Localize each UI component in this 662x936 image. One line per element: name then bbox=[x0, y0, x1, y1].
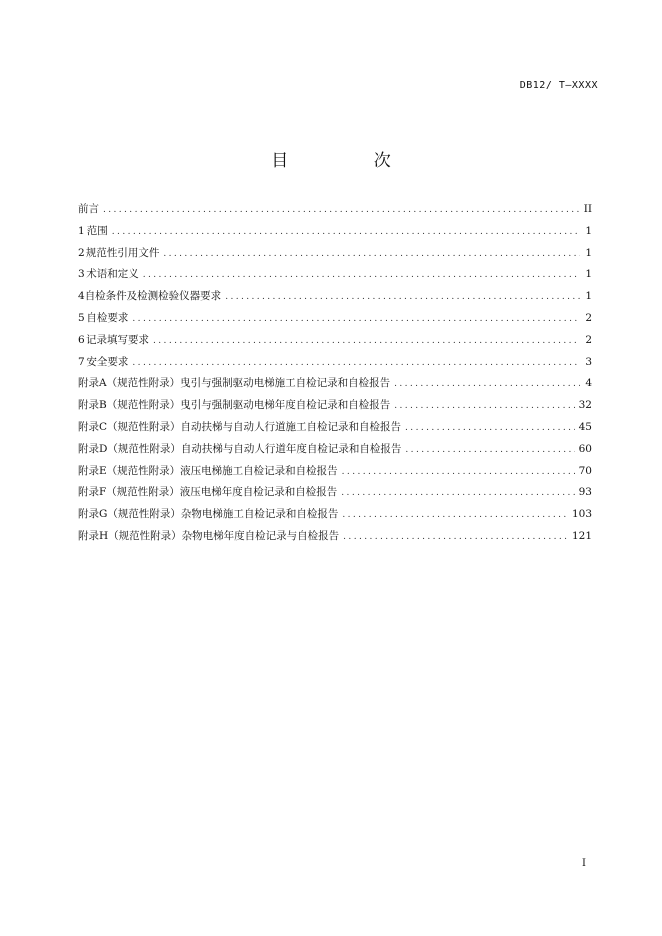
toc-entry[interactable] bbox=[78, 286, 592, 308]
toc-entry-title: 自检条件及检测检验仪器要求 bbox=[84, 290, 222, 303]
toc-entry-title: 液压电梯年度自检记录和自检报告 bbox=[179, 486, 338, 499]
toc-entry-title: 曳引与强制驱动电梯施工自检记录和自检报告 bbox=[180, 377, 391, 390]
toc-entry[interactable] bbox=[78, 461, 592, 483]
toc-entry-title: 自动扶梯与自动人行道年度自检记录和自检报告 bbox=[180, 442, 402, 455]
page-number: I bbox=[582, 858, 586, 869]
toc-dot-leader bbox=[153, 331, 580, 353]
toc-appendix-label: 附录E（规范性附录） bbox=[78, 464, 181, 477]
toc-page-number: 1 bbox=[585, 268, 592, 281]
toc-page-number: 70 bbox=[578, 464, 592, 477]
toc-appendix-label: 附录B（规范性附录） bbox=[78, 399, 181, 412]
toc-entry[interactable] bbox=[78, 526, 592, 548]
toc-entry[interactable] bbox=[78, 439, 592, 461]
toc-entry[interactable] bbox=[78, 264, 592, 286]
toc-entry[interactable] bbox=[78, 395, 592, 417]
toc-page-number: 2 bbox=[585, 333, 592, 346]
toc-page-number: 93 bbox=[578, 486, 592, 499]
toc-entry-title: 术语和定义 bbox=[86, 268, 139, 281]
toc-entry[interactable] bbox=[78, 221, 592, 243]
toc-section-number: 5 bbox=[78, 311, 85, 324]
toc-entry[interactable] bbox=[78, 504, 592, 526]
toc-entry[interactable] bbox=[78, 373, 592, 395]
toc-section-number: 6 bbox=[78, 333, 85, 346]
toc-appendix-label: 附录C（规范性附录） bbox=[78, 420, 181, 433]
toc-section-number: 4 bbox=[78, 290, 85, 303]
toc-entry-title: 自动扶梯与自动人行道施工自检记录和自检报告 bbox=[180, 420, 402, 433]
document-code: DB12/ T—XXXX bbox=[519, 80, 598, 91]
toc-entry-title: 自检要求 bbox=[86, 311, 129, 324]
page-title: 目 次 bbox=[271, 151, 431, 171]
toc-dot-leader bbox=[225, 287, 580, 309]
toc-entry-title: 杂物电梯施工自检记录和自检报告 bbox=[180, 508, 339, 521]
toc-page-number: 121 bbox=[571, 529, 592, 542]
toc-appendix-label: 附录H（规范性附录） bbox=[78, 529, 182, 542]
toc-page-number: 1 bbox=[585, 290, 592, 303]
toc-entry[interactable] bbox=[78, 417, 592, 439]
toc-entry-title: 记录填写要求 bbox=[86, 333, 150, 346]
toc-page-number: 3 bbox=[585, 355, 592, 368]
toc-appendix-label: 附录F（规范性附录） bbox=[78, 486, 180, 499]
toc-entry[interactable] bbox=[78, 308, 592, 330]
toc-dot-leader bbox=[103, 200, 580, 222]
toc-dot-leader bbox=[405, 440, 574, 462]
toc-entry[interactable] bbox=[78, 199, 592, 221]
toc-dot-leader bbox=[342, 505, 568, 527]
toc-dot-leader bbox=[343, 527, 568, 549]
toc-entry[interactable] bbox=[78, 482, 592, 504]
toc-dot-leader bbox=[132, 353, 580, 375]
toc-page-number: 103 bbox=[571, 508, 592, 521]
toc-appendix-label: 附录A（规范性附录） bbox=[78, 377, 181, 390]
toc-entry-title: 曳引与强制驱动电梯年度自检记录和自检报告 bbox=[180, 399, 391, 412]
toc-entry[interactable] bbox=[78, 352, 592, 374]
toc-entry-title: 杂物电梯年度自检记录与自检报告 bbox=[181, 529, 340, 542]
toc-entry[interactable] bbox=[78, 243, 592, 265]
table-of-contents bbox=[78, 199, 592, 548]
toc-appendix-label: 附录D（规范性附录） bbox=[78, 442, 181, 455]
toc-page-number: 32 bbox=[578, 399, 592, 412]
toc-dot-leader bbox=[143, 265, 580, 287]
toc-entry-title: 前言 bbox=[78, 203, 99, 215]
toc-section-number: 2 bbox=[78, 246, 85, 259]
toc-page-number: 60 bbox=[578, 442, 592, 455]
toc-section-number: 7 bbox=[78, 355, 85, 368]
toc-appendix-label: 附录G（规范性附录） bbox=[78, 508, 181, 521]
toc-dot-leader bbox=[163, 244, 580, 266]
toc-entry-title: 范围 bbox=[86, 224, 108, 237]
toc-page-number: 1 bbox=[585, 246, 592, 259]
toc-dot-leader bbox=[394, 396, 574, 418]
toc-entry[interactable] bbox=[78, 330, 592, 352]
toc-entry-title: 规范性引用文件 bbox=[85, 246, 160, 259]
toc-entry-title: 安全要求 bbox=[86, 355, 129, 368]
toc-section-number: 1 bbox=[78, 224, 85, 237]
toc-dot-leader bbox=[405, 418, 575, 440]
toc-dot-leader bbox=[132, 309, 580, 331]
toc-page-number: 1 bbox=[585, 224, 592, 237]
toc-page-number: 2 bbox=[585, 311, 592, 324]
toc-dot-leader bbox=[394, 374, 580, 396]
toc-entry-title: 液压电梯施工自检记录和自检报告 bbox=[180, 464, 338, 477]
toc-dot-leader bbox=[342, 462, 575, 484]
toc-page-number: 45 bbox=[578, 420, 592, 433]
toc-section-number: 3 bbox=[78, 268, 85, 281]
toc-dot-leader bbox=[341, 483, 574, 505]
toc-page-number: 4 bbox=[585, 377, 592, 390]
toc-dot-leader bbox=[112, 222, 580, 244]
toc-page-number: II bbox=[583, 203, 592, 215]
